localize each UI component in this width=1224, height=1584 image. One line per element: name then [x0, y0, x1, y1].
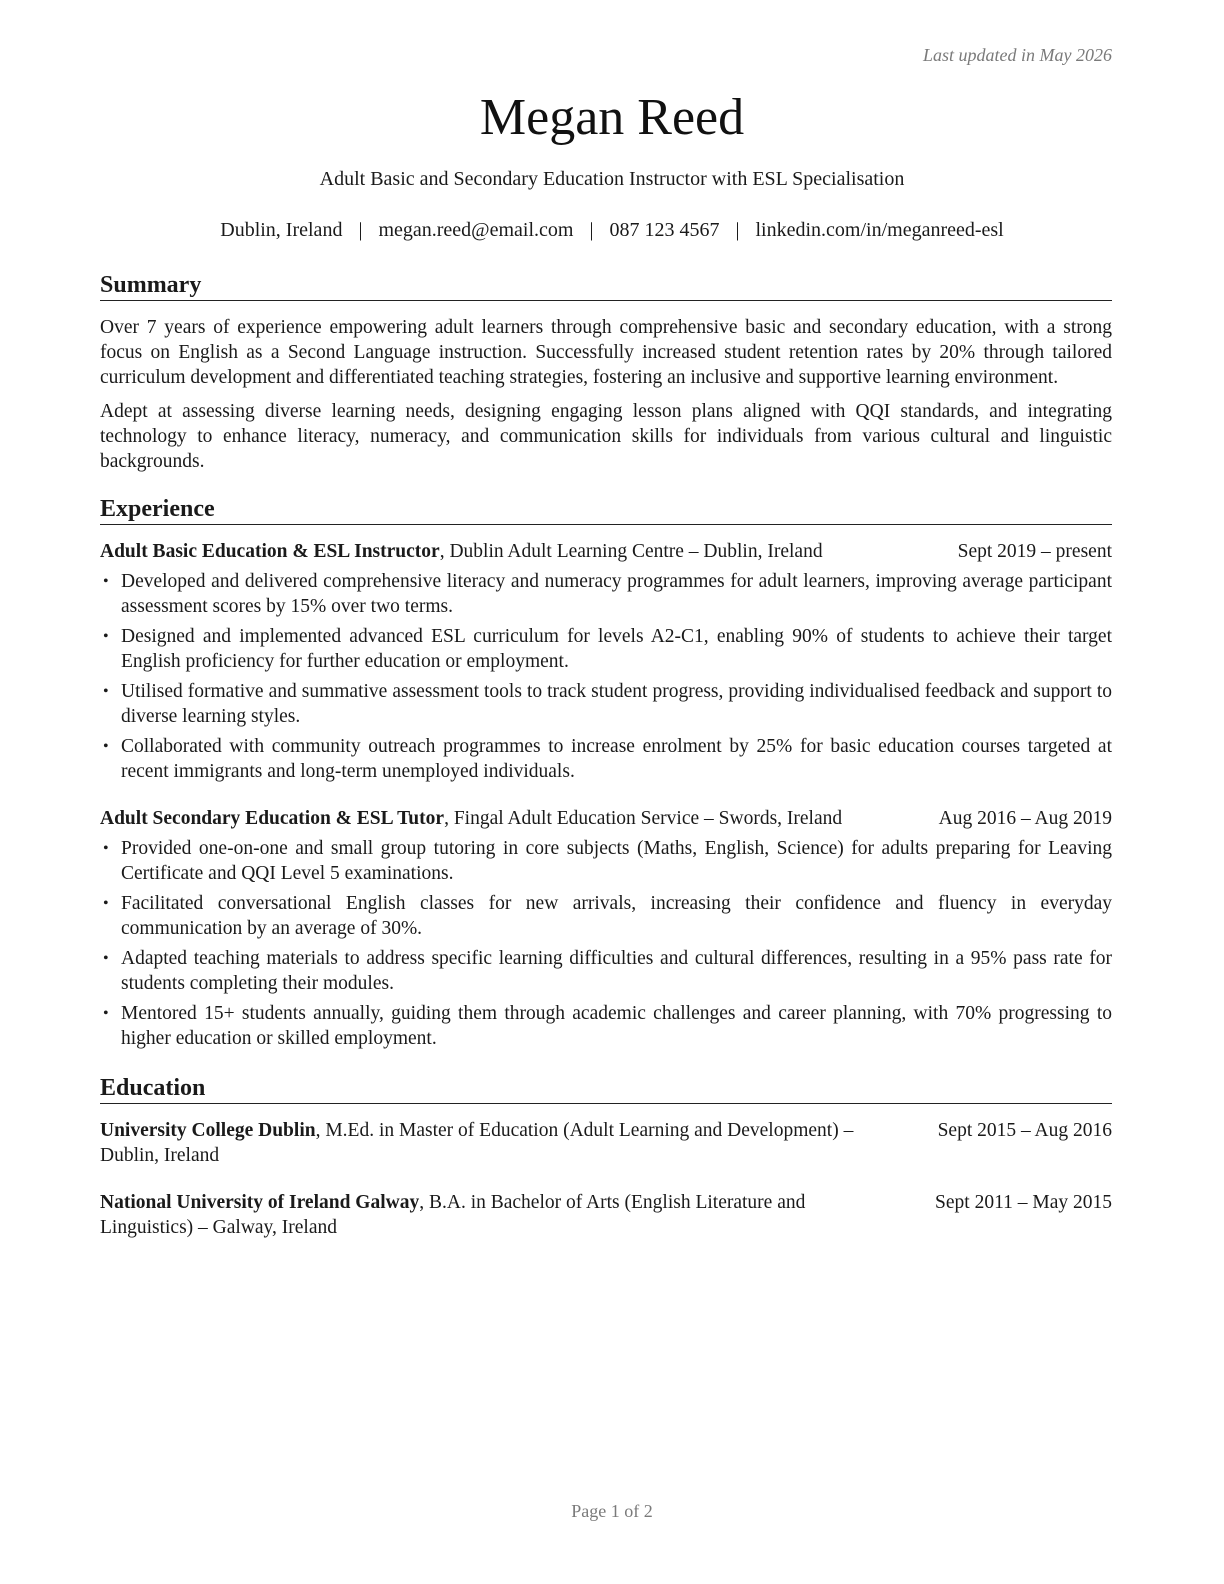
school-name: National University of Ireland Galway	[100, 1192, 420, 1213]
list-item	[100, 891, 1112, 941]
bullet-text: Utilised formative and summative assessment tools to track student progress, providing individualised feedback and support to diverse learning styles.	[121, 681, 1112, 727]
bullet-icon: •	[103, 738, 109, 755]
job-header	[100, 539, 1112, 564]
job-role: Adult Secondary Education & ESL Tutor	[100, 808, 445, 829]
education-section	[100, 1073, 1112, 1240]
summary-section	[100, 270, 1112, 474]
bullet-icon: •	[103, 950, 109, 967]
headline: Adult Basic and Secondary Education Instructor with ESL Specialisation	[319, 168, 905, 190]
job-entry	[100, 806, 1112, 1051]
bullet-text: Adapted teaching materials to address specific learning difficulties and cultural differences, resulting in a 95% pass rate for students completing their modules.	[121, 948, 1112, 994]
bullet-icon: •	[103, 573, 109, 590]
job-header	[100, 806, 1112, 831]
last-updated: Last updated in May 2026	[923, 45, 1112, 65]
education-header	[100, 1190, 1112, 1240]
job-dates: Aug 2016 – Aug 2019	[938, 808, 1112, 829]
list-item	[100, 1001, 1112, 1051]
list-item	[100, 836, 1112, 886]
bullet-icon: •	[103, 628, 109, 645]
job-title-line	[100, 539, 958, 564]
experience-section	[100, 494, 1112, 1051]
education-dates: Sept 2011 – May 2015	[935, 1192, 1112, 1213]
bullet-icon: •	[103, 1005, 109, 1022]
section-title-experience: Experience	[100, 494, 1112, 525]
bullet-text: Mentored 15+ students annually, guiding them through academic challenges and career planning, with 70% progressing to higher education or skilled employment.	[121, 1003, 1112, 1049]
list-item	[100, 946, 1112, 996]
degree-detail: , M.Ed. in Master of Education (Adult Learning and Development) – Dublin, Ireland	[100, 1120, 854, 1166]
school-name: University College Dublin	[100, 1120, 316, 1141]
separator: |	[735, 219, 740, 241]
section-title-summary: Summary	[100, 270, 1112, 301]
degree-detail: , B.A. in Bachelor of Arts (English Literature and Linguistics) – Galway, Ireland	[100, 1192, 806, 1238]
job-title-line	[100, 806, 939, 831]
bullet-text: Collaborated with community outreach programmes to increase enrolment by 25% for basic education courses targeted at recent immigrants and long-term unemployed individuals.	[121, 736, 1112, 782]
section-title-education: Education	[100, 1073, 1112, 1104]
job-bullets	[100, 836, 1112, 1051]
page-number: Page 1 of 2	[571, 1501, 653, 1521]
bullet-text: Developed and delivered comprehensive literacy and numeracy programmes for adult learners, improving average participant assessment scores by 15% over two terms.	[121, 571, 1112, 617]
resume-body	[100, 270, 1112, 1262]
bullet-icon: •	[103, 895, 109, 912]
job-entry	[100, 539, 1112, 784]
summary-paragraph: Over 7 years of experience empowering adult learners through comprehensive basic and secondary education, with a strong focus on English as a Second Language instruction. Successfully increased student retention rates by 20% through tailored curriculum development and differentiated teaching strategies, fostering an inclusive and supportive learning environment.	[100, 317, 1112, 388]
contact-line	[0, 219, 1224, 242]
bullet-text: Designed and implemented advanced ESL curriculum for levels A2-C1, enabling 90% of students to achieve their target English proficiency for further education or employment.	[121, 626, 1112, 672]
list-item	[100, 679, 1112, 729]
contact-linkedin[interactable]: linkedin.com/in/meganreed-esl	[755, 219, 1004, 241]
candidate-name: Megan Reed	[479, 89, 745, 146]
contact-phone: 087 123 4567	[609, 219, 720, 241]
education-line	[100, 1118, 938, 1168]
job-org: , Dublin Adult Learning Centre – Dublin, Ireland	[439, 541, 823, 562]
job-org: , Fingal Adult Education Service – Swords, Ireland	[444, 808, 843, 829]
job-bullets	[100, 569, 1112, 784]
education-dates: Sept 2015 – Aug 2016	[937, 1120, 1112, 1141]
education-entry	[100, 1190, 1112, 1240]
list-item	[100, 624, 1112, 674]
bullet-icon: •	[103, 683, 109, 700]
contact-location: Dublin, Ireland	[220, 219, 343, 241]
job-role: Adult Basic Education & ESL Instructor	[100, 541, 440, 562]
bullet-icon: •	[103, 840, 109, 857]
separator: |	[589, 219, 594, 241]
list-item	[100, 734, 1112, 784]
bullet-text: Provided one-on-one and small group tutoring in core subjects (Maths, English, Science) for adults preparing for Leaving Certificate and QQI Level 5 examinations.	[121, 838, 1112, 884]
education-line	[100, 1190, 935, 1240]
education-header	[100, 1118, 1112, 1168]
bullet-text: Facilitated conversational English classes for new arrivals, increasing their confidence and fluency in everyday communication by an average of 30%.	[121, 893, 1112, 939]
separator: |	[358, 219, 363, 241]
list-item	[100, 569, 1112, 619]
contact-email[interactable]: megan.reed@email.com	[378, 219, 574, 241]
summary-paragraph: Adept at assessing diverse learning needs, designing engaging lesson plans aligned with QQI standards, and integrating technology to enhance literacy, numeracy, and communication skills for individuals from various cultural and linguistic backgrounds.	[100, 401, 1112, 472]
job-dates: Sept 2019 – present	[957, 541, 1112, 562]
education-entry	[100, 1118, 1112, 1168]
